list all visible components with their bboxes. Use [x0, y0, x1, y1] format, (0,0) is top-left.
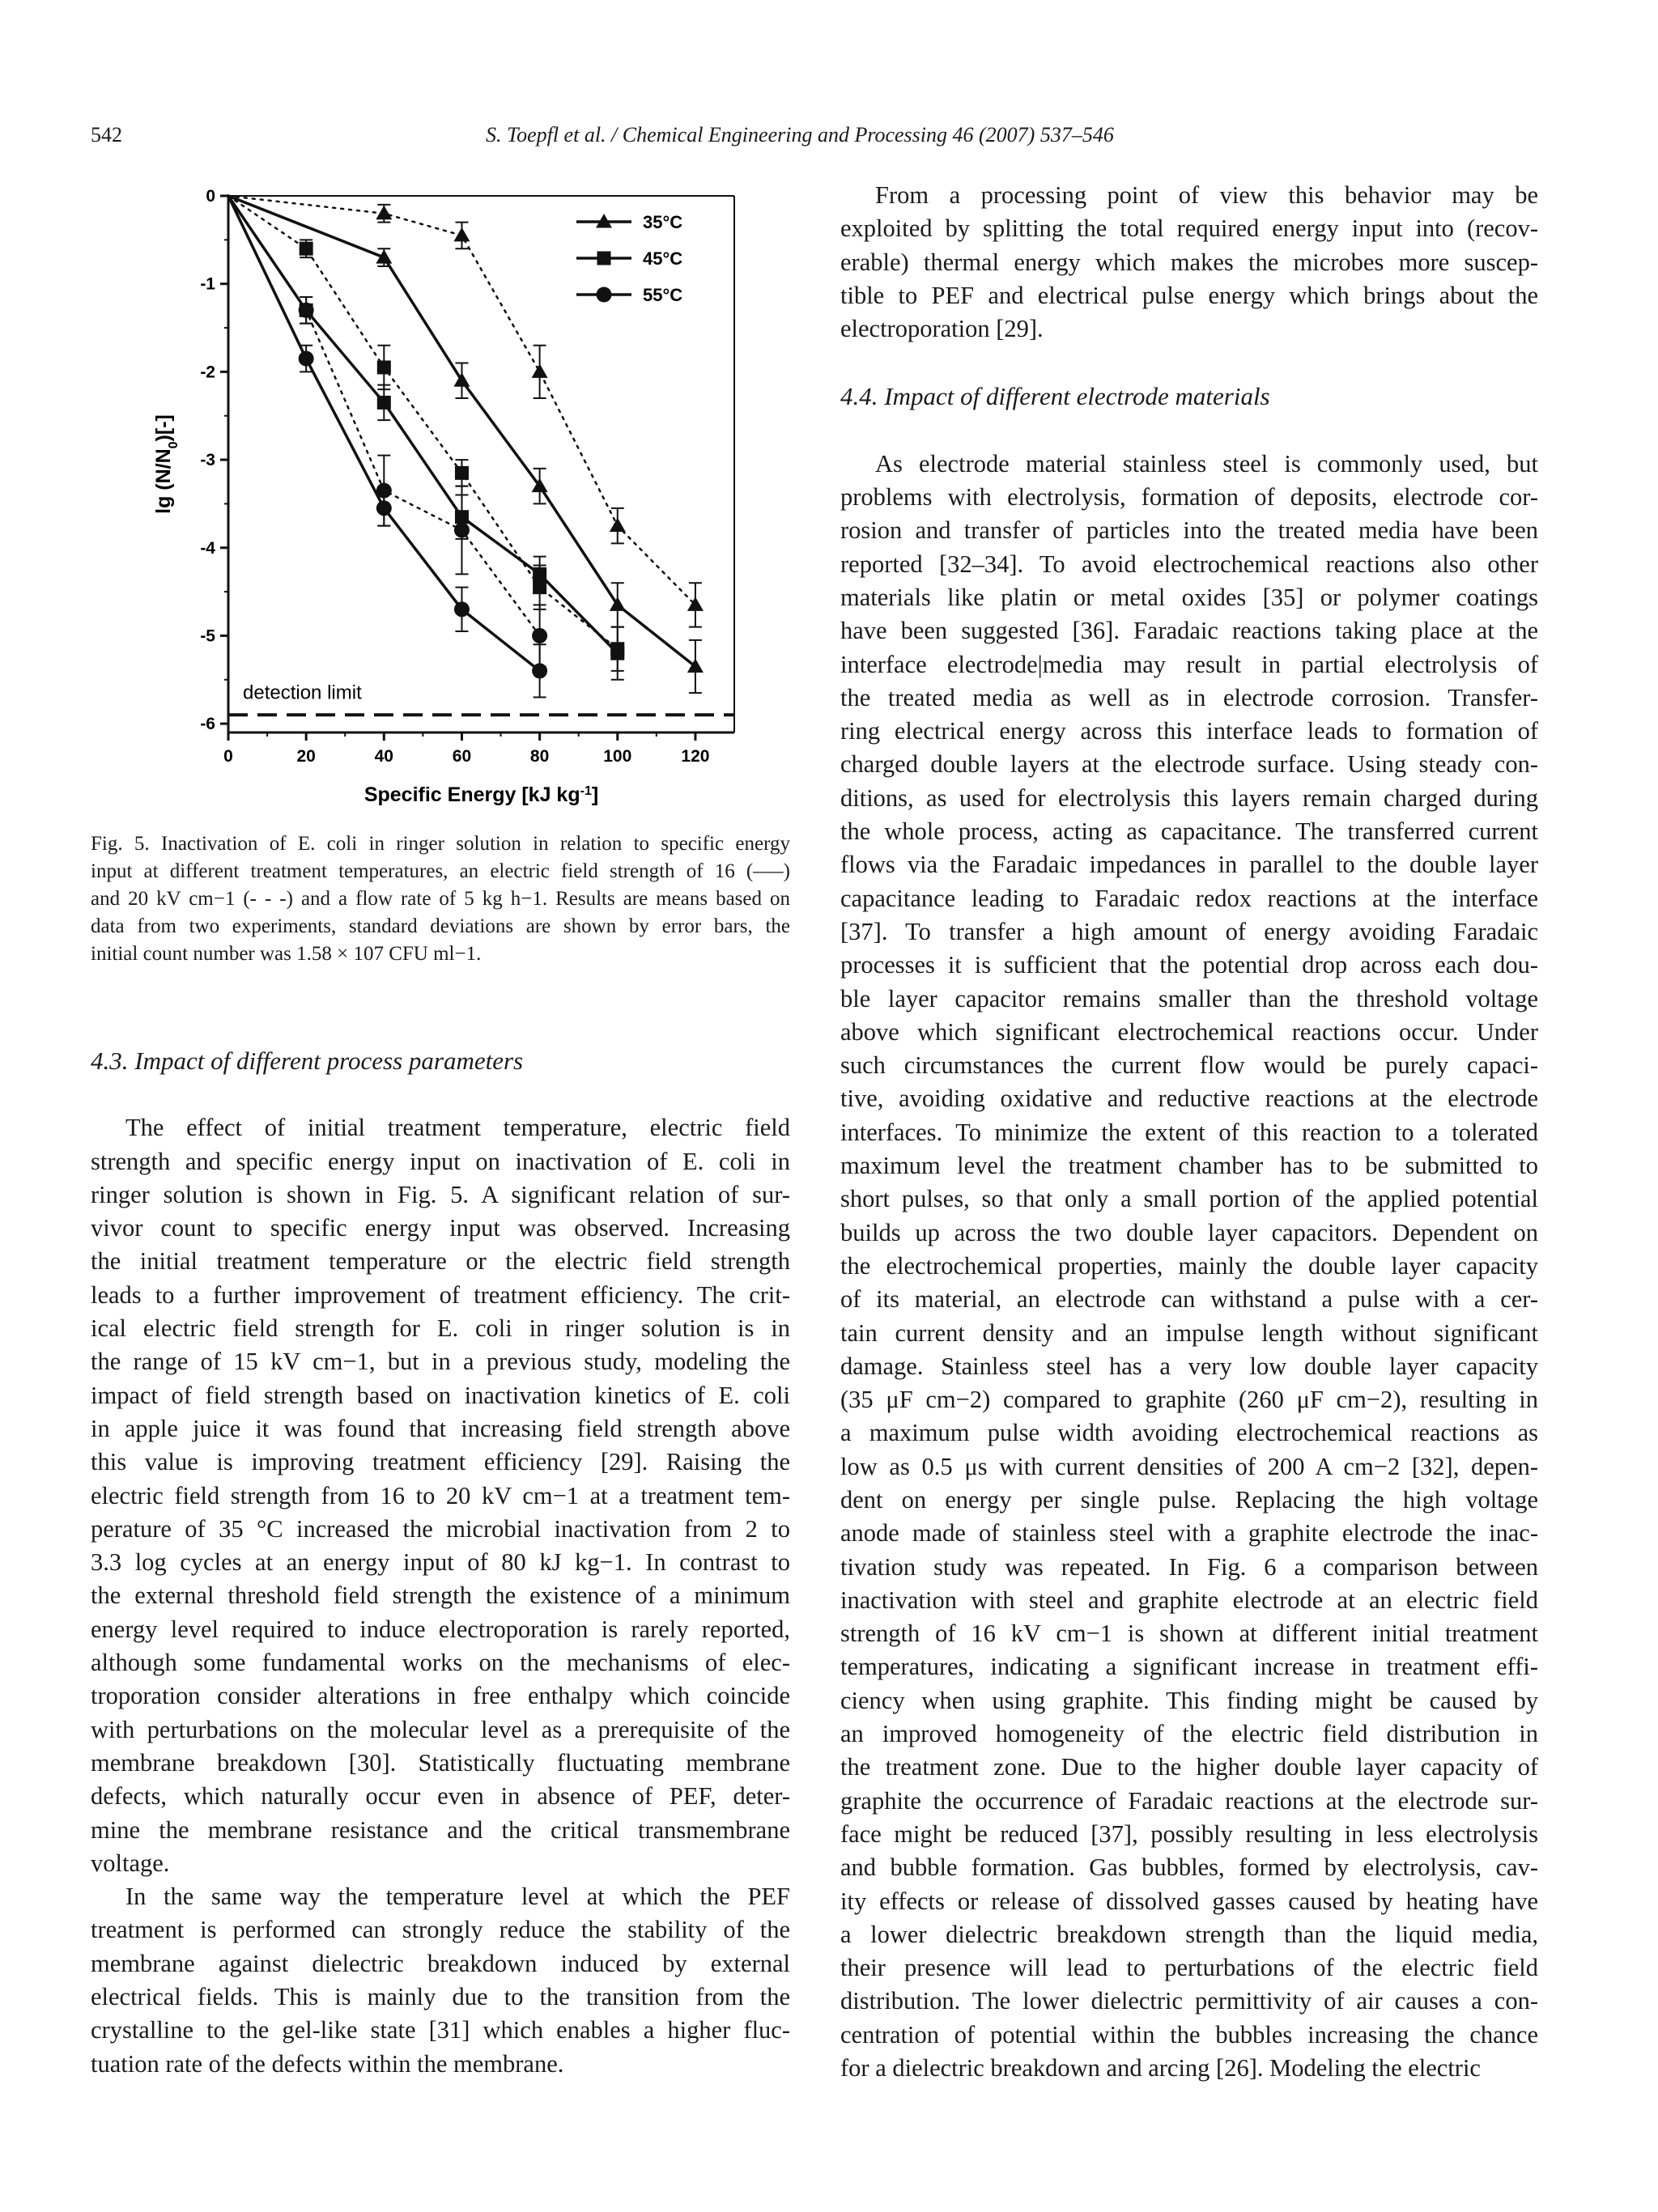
- text-line: The effect of initial treatment temperature, electric field: [125, 1114, 790, 1142]
- y-tick-label: -6: [200, 715, 215, 734]
- text-line: crystalline to the gel-like state [31] which enables a higher fluc-: [91, 2016, 790, 2044]
- text-line: data from two experiments, standard deviations are shown by error bars, the: [91, 915, 790, 937]
- data-point: [610, 518, 626, 533]
- x-tick-label: 60: [452, 747, 472, 766]
- text-line: tivation study was repeated. In Fig. 6 a comparison between: [840, 1552, 1538, 1581]
- text-line: rosion and transfer of particles into the treated media have been: [840, 516, 1538, 545]
- text-line: and bubble formation. Gas bubbles, formed by electrolysis, cav-: [840, 1853, 1538, 1882]
- text-line: graphite the occurrence of Faradaic reactions at the electrode sur-: [840, 1786, 1538, 1815]
- y-axis-label: $\lg (N/N_0)[-]$: [152, 414, 181, 514]
- text-line: ditions, as used for electrolysis this layers remain charged during: [840, 783, 1538, 812]
- y-tick-label: -3: [200, 451, 215, 470]
- page-number: 542: [91, 123, 122, 146]
- text-line: erable) thermal energy which makes the microbes more suscep-: [840, 248, 1538, 276]
- text-line: and 20 kV cm−1 (- - -) and a flow rate of 5 kg h−1. Results are means based on: [91, 888, 790, 910]
- text-line: tuation rate of the defects within the membrane.: [91, 2049, 564, 2078]
- text-line: dent on energy per single pulse. Replacing the high voltage: [840, 1485, 1538, 1514]
- right-column: [840, 179, 1538, 2085]
- text-line: low as 0.5 μs with current densities of 200 A cm−2 [32], depen-: [840, 1452, 1538, 1480]
- text-line: although some fundamental works on the mechanisms of elec-: [91, 1649, 790, 1677]
- text-line: Fig. 5. Inactivation of E. coli in ringer solution in relation to specific energy: [91, 833, 790, 855]
- legend-label: 45°C: [643, 248, 683, 269]
- text-line: membrane against dielectric breakdown induced by external: [91, 1949, 790, 1977]
- paragraph: [91, 1880, 790, 2081]
- paragraph: [840, 179, 1538, 346]
- text-line: ring electrical energy across this interface leads to formation of: [840, 717, 1538, 745]
- text-line: a maximum pulse width avoiding electrochemical reactions as: [840, 1419, 1538, 1447]
- x-tick-label: 80: [529, 747, 550, 766]
- text-line: voltage.: [91, 1849, 170, 1877]
- text-line: materials like platin or metal oxides [35] or polymer coatings: [840, 583, 1538, 611]
- text-line: of its material, an electrode can withstand a pulse with a cer-: [840, 1285, 1538, 1314]
- text-line: builds up across the two double layer capacitors. Dependent on: [840, 1218, 1538, 1246]
- text-line: their presence will lead to perturbations of the electric field: [840, 1954, 1538, 1982]
- text-line: the initial treatment temperature or the electric field strength: [91, 1247, 790, 1276]
- text-line: face might be reduced [37], possibly resulting in less electrolysis: [840, 1819, 1538, 1848]
- text-line: In the same way the temperature level at which the PEF: [125, 1883, 790, 1911]
- text-line: problems with electrolysis, formation of deposits, electrode cor-: [840, 483, 1538, 512]
- data-point: [299, 303, 314, 318]
- figure-5-chart: [91, 180, 790, 827]
- text-line: ringer solution is shown in Fig. 5. A significant relation of sur-: [91, 1180, 790, 1208]
- x-tick-label: 120: [681, 747, 710, 766]
- text-line: energy level required to induce electroporation is rarely reported,: [91, 1615, 790, 1643]
- text-line: troporation consider alterations in free enthalpy which coincide: [91, 1682, 790, 1710]
- text-line: As electrode material stainless steel is commonly used, but: [875, 449, 1538, 478]
- text-line: such circumstances the current flow would be purely capaci-: [840, 1051, 1538, 1080]
- text-line: damage. Stainless steel has a very low double layer capacity: [840, 1352, 1538, 1380]
- text-line: the external threshold field strength the existence of a minimum: [91, 1582, 790, 1610]
- data-point: [454, 523, 470, 538]
- text-line: with perturbations on the molecular level as a prerequisite of the: [91, 1715, 790, 1743]
- paragraph: [91, 1111, 790, 1880]
- data-point: [453, 227, 470, 242]
- text-line: capacitance leading to Faradaic redox reactions at the interface: [840, 884, 1538, 912]
- text-line: in apple juice it was found that increasing field strength above: [91, 1414, 790, 1442]
- data-point: [376, 483, 392, 499]
- data-point: [610, 642, 624, 656]
- data-point: [377, 396, 391, 410]
- text-line: inactivation with steel and graphite electrode at an electric field: [840, 1586, 1538, 1614]
- data-point: [300, 242, 313, 256]
- text-line: exploited by splitting the total required energy input into (recov-: [840, 214, 1538, 243]
- text-line: ity effects or release of dissolved gasses caused by heating have: [840, 1887, 1538, 1915]
- legend-marker: [597, 287, 612, 303]
- text-line: ciency when using graphite. This finding might be caused by: [840, 1686, 1538, 1714]
- text-line: vivor count to specific energy input was observed. Increasing: [91, 1214, 790, 1242]
- text-line: processes it is sufficient that the potential drop across each dou-: [840, 951, 1538, 979]
- data-point: [454, 601, 470, 617]
- data-point: [299, 351, 314, 367]
- x-tick-label: 0: [223, 747, 233, 766]
- text-line: maximum level the treatment chamber has to be submitted to: [840, 1152, 1538, 1180]
- section-heading-4-3: 4.3. Impact of different process parameters: [91, 1047, 524, 1075]
- paragraph: [840, 448, 1538, 2086]
- text-line: anode made of stainless steel with a graphite electrode the inac-: [840, 1519, 1538, 1548]
- text-line: temperatures, indicating a significant increase in treatment effi-: [840, 1653, 1538, 1681]
- text-line: the electrochemical properties, mainly the double layer capacity: [840, 1251, 1538, 1280]
- text-line: above which significant electrochemical reactions occur. Under: [840, 1017, 1538, 1046]
- legend-marker: [597, 252, 611, 265]
- text-line: [37]. To transfer a high amount of energy avoiding Faradaic: [840, 917, 1538, 945]
- data-point: [532, 363, 548, 378]
- data-point: [687, 597, 704, 611]
- y-tick-label: -2: [200, 363, 215, 382]
- text-line: a lower dielectric breakdown strength than the liquid media,: [840, 1920, 1538, 1948]
- text-line: input at different treatment temperatures, an electric field strength of 16 (–––): [91, 860, 790, 882]
- running-head: S. Toepfl et al. / Chemical Engineering and Processing 46 (2007) 537–546: [486, 123, 1114, 146]
- text-line: flows via the Faradaic impedances in parallel to the double layer: [840, 851, 1538, 879]
- text-line: the treated media as well as in electrode corrosion. Transfer-: [840, 683, 1538, 711]
- y-tick-label: -1: [200, 274, 215, 294]
- series-line: [228, 196, 540, 671]
- section-heading-4-4: 4.4. Impact of different electrode materials: [840, 382, 1270, 411]
- data-point: [455, 466, 469, 480]
- x-tick-label: 100: [603, 747, 632, 766]
- text-line: short pulses, so that only a small portion of the applied potential: [840, 1185, 1538, 1213]
- legend-label: 35°C: [643, 212, 683, 232]
- text-line: defects, which naturally occur even in absence of PEF, deter-: [91, 1782, 790, 1811]
- legend-label: 55°C: [643, 285, 683, 305]
- data-point: [532, 628, 547, 643]
- text-line: ical electric field strength for E. coli in ringer solution is in: [91, 1314, 790, 1343]
- text-line: electroporation [29].: [840, 315, 1044, 343]
- text-line: distribution. The lower dielectric permittivity of air causes a con-: [840, 1987, 1538, 2015]
- text-line: From a processing point of view this behavior may be: [875, 181, 1538, 209]
- detection-limit-label: detection limit: [243, 681, 362, 704]
- data-point: [453, 372, 470, 387]
- text-line: centration of potential within the bubbles increasing the chance: [840, 2020, 1538, 2049]
- text-line: mine the membrane resistance and the critical transmembrane: [91, 1815, 790, 1844]
- y-tick-label: -4: [200, 538, 215, 558]
- data-point: [377, 360, 391, 374]
- text-line: leads to a further improvement of treatment efficiency. The crit-: [91, 1280, 790, 1309]
- text-line: (35 μF cm−2) compared to graphite (260 μF cm−2), resulting in: [840, 1386, 1538, 1414]
- text-line: impact of field strength based on inactivation kinetics of E. coli: [91, 1381, 790, 1409]
- data-point: [533, 580, 546, 594]
- series-line: [228, 196, 618, 649]
- left-column: [91, 1044, 790, 2081]
- text-line: membrane breakdown [30]. Statistically fluctuating membrane: [91, 1748, 790, 1777]
- text-line: the whole process, acting as capacitance. The transferred current: [840, 817, 1538, 846]
- y-tick-label: -5: [200, 626, 215, 646]
- text-line: this value is improving treatment efficiency [29]. Raising the: [91, 1448, 790, 1476]
- text-line: reported [32–34]. To avoid electrochemical reactions also other: [840, 550, 1538, 578]
- text-line: ble layer capacitor remains smaller than the threshold voltage: [840, 984, 1538, 1013]
- data-point: [610, 597, 626, 611]
- text-line: strength and specific energy input on inactivation of E. coli in: [91, 1147, 790, 1175]
- text-line: electrical fields. This is mainly due to the transition from the: [91, 1983, 790, 2011]
- text-line: an improved homogeneity of the electric field distribution in: [840, 1720, 1538, 1748]
- text-line: tible to PEF and electrical pulse energy which brings about the: [840, 281, 1538, 309]
- text-line: tain current density and an impulse length without significant: [840, 1318, 1538, 1347]
- text-line: interface electrode|media may result in partial electrolysis of: [840, 650, 1538, 678]
- data-point: [376, 206, 392, 220]
- text-line: initial count number was 1.58 × 107 CFU ml−1.: [91, 943, 482, 965]
- text-line: the range of 15 kV cm−1, but in a previous study, modeling the: [91, 1348, 790, 1376]
- text-line: have been suggested [36]. Faradaic reactions taking place at the: [840, 617, 1538, 645]
- y-tick-label: 0: [206, 187, 215, 206]
- text-line: strength of 16 kV cm−1 is shown at different initial treatment: [840, 1620, 1538, 1648]
- text-line: perature of 35 °C increased the microbial inactivation from 2 to: [91, 1514, 790, 1543]
- text-line: treatment is performed can strongly reduce the stability of the: [91, 1916, 790, 1944]
- x-axis-label: Specific Energy [kJ $kg^{-1}$]: [363, 783, 599, 806]
- x-tick-label: 20: [296, 747, 316, 766]
- text-line: 3.3 log cycles at an energy input of 80 kJ kg−1. In contrast to: [91, 1548, 790, 1577]
- text-line: interfaces. To minimize the extent of this reaction to a tolerated: [840, 1118, 1538, 1146]
- x-tick-label: 40: [374, 747, 393, 766]
- text-line: charged double layers at the electrode surface. Using steady con-: [840, 750, 1538, 779]
- text-line: tive, avoiding oxidative and reductive reactions at the electrode: [840, 1085, 1538, 1113]
- text-line: the treatment zone. Due to the higher double layer capacity of: [840, 1753, 1538, 1781]
- text-line: for a dielectric breakdown and arcing [26]. Modeling the electric: [840, 2054, 1481, 2083]
- series-line: [228, 196, 618, 653]
- text-line: electric field strength from 16 to 20 kV cm−1 at a treatment tem-: [91, 1481, 790, 1509]
- figure-caption: [91, 830, 790, 968]
